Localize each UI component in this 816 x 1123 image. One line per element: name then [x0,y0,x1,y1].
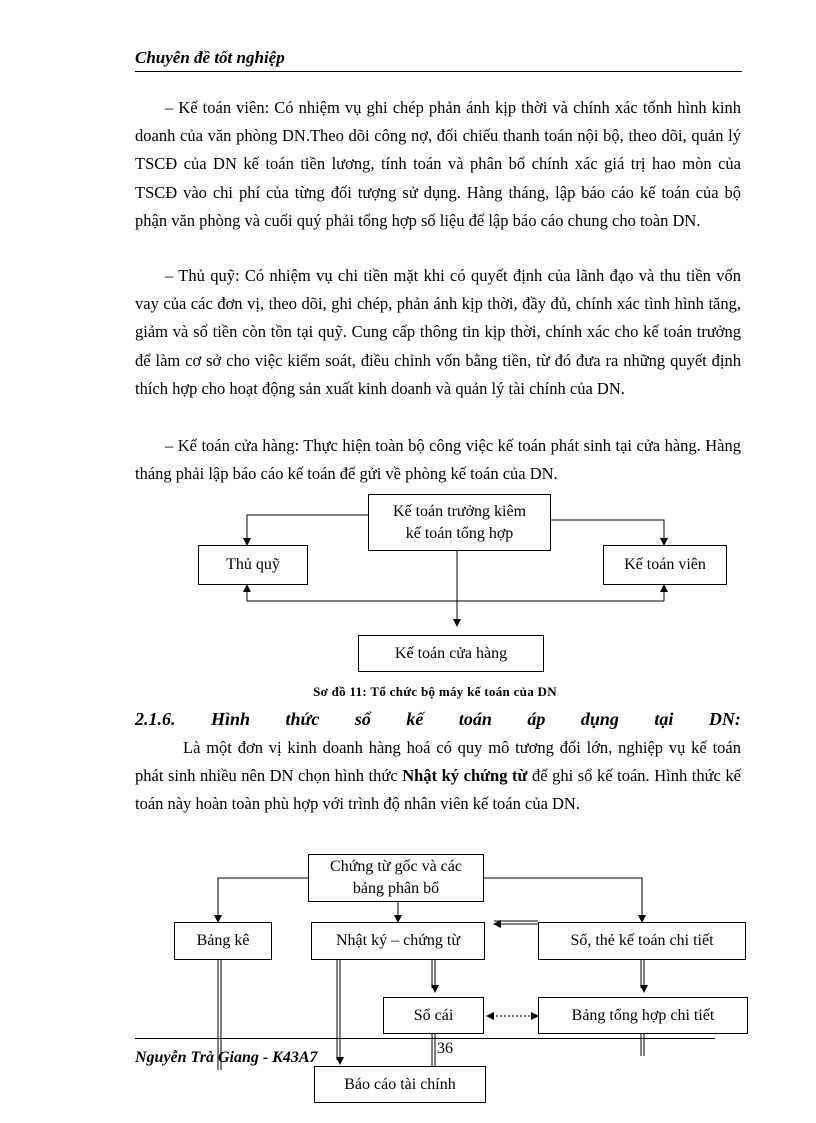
section-heading [135,709,741,730]
section-body-text-1: Là một đơn vị kinh doanh hàng hoá có quy mô tương đối lớn, nghiệp vụ kế toán phát sinh nhiều nên DN chọn hình thức [135,738,741,786]
section-body-bold: Nhật ký chứng từ [402,766,528,786]
section-body-paragraph [135,734,741,819]
section-word: thức [285,709,320,729]
flow-so-the-box: Sổ, thẻ kế toán chi tiết [538,922,746,960]
section-word: DN: [708,709,741,729]
org-head-line1: Kế toán trưởng kiêm [392,502,527,520]
document-header-title: Chuyên đề tốt nghiệp [135,48,285,67]
flow-so-cai-box: Sổ cái [383,997,484,1034]
flow-source-line2: bảng phân bổ [352,880,440,897]
section-word: Hình [211,709,251,729]
flow-bang-tong-hop-box: Bảng tổng hợp chi tiết [538,997,748,1034]
paragraph-ke-toan-vien: – Kế toán viên: Có nhiệm vụ ghi chép phản ánh kịp thời và chính xác tốnh hình kinh doanh của văn phòng DN.Theo dõi công nợ, đối chiếu thanh toán nội bộ, theo dõi, quản lý TSCĐ của DN kế toán tiền lương, tính toán và phân bổ chính xác giá trị hao mòn của TSCĐ vào chi phí của từng đối tượng sử dụng. Hàng tháng, lập báo cáo kế toán của bộ phận văn phòng và cuối quý phải tổng hợp số liệu để lập báo cáo chung cho toàn DN. [135,98,741,230]
section-word: tại [654,709,674,729]
org-thu-quy-box: Thủ quỹ [198,545,308,585]
section-word: kế [406,709,424,729]
org-ke-toan-vien-box: Kế toán viên [603,545,727,585]
flow-bang-ke-box: Bảng kê [174,922,272,960]
section-word: sổ [354,709,371,729]
org-head-line2: kế toán tổng hợp [405,524,514,542]
section-word: toán [458,709,492,729]
section-word: 2.1.6. [135,709,176,729]
page-number: 36 [437,1040,453,1057]
org-chart-caption: Sơ đồ 11: Tổ chức bộ máy kế toán của DN [313,684,557,699]
paragraph-ke-toan-cua-hang: – Kế toán cửa hàng: Thực hiện toàn bộ công việc kế toán phát sinh tại cửa hàng. Hàng tháng phải lập báo cáo kế toán để gửi về phòng kế toán của DN. [135,436,741,484]
flow-source-box [308,854,484,902]
footer-author: Nguyễn Trà Giang - K43A7 [135,1049,318,1066]
section-word: dụng [580,709,619,729]
flow-source-line1: Chứng từ gốc và các [330,858,462,875]
flow-bao-cao-box: Báo cáo tài chính [314,1066,486,1103]
section-body-text-2: để ghi sổ kế toán. Hình thức kế toán này hoàn toàn phù hợp với trình độ nhân viên kế toán của DN. [135,766,742,814]
section-word: áp [527,709,546,729]
org-ke-toan-cua-hang-box: Kế toán cửa hàng [358,635,544,672]
flow-nhat-ky-box: Nhật ký – chứng từ [311,922,485,960]
org-head-box [368,494,551,551]
paragraph-thu-quy: – Thủ quỹ: Có nhiệm vụ chi tiền mặt khi có quyết định của lãnh đạo và thu tiền vốn vay của các đơn vị, theo dõi, ghi chép, phản ánh kịp thời, đầy đủ, chính xác tình hình tăng, giảm và số tiền còn tồn tại quỹ. Cung cấp thông tin kịp thời, chính xác cho kế toán trưởng để làm cơ sở cho việc kiểm soát, điều chỉnh vốn bằng tiền, từ đó đưa ra những quyết định thích hợp cho hoạt động sản xuất kinh doanh và quản lý tài chính của DN. [135,266,741,398]
footer-rule [135,1038,715,1039]
